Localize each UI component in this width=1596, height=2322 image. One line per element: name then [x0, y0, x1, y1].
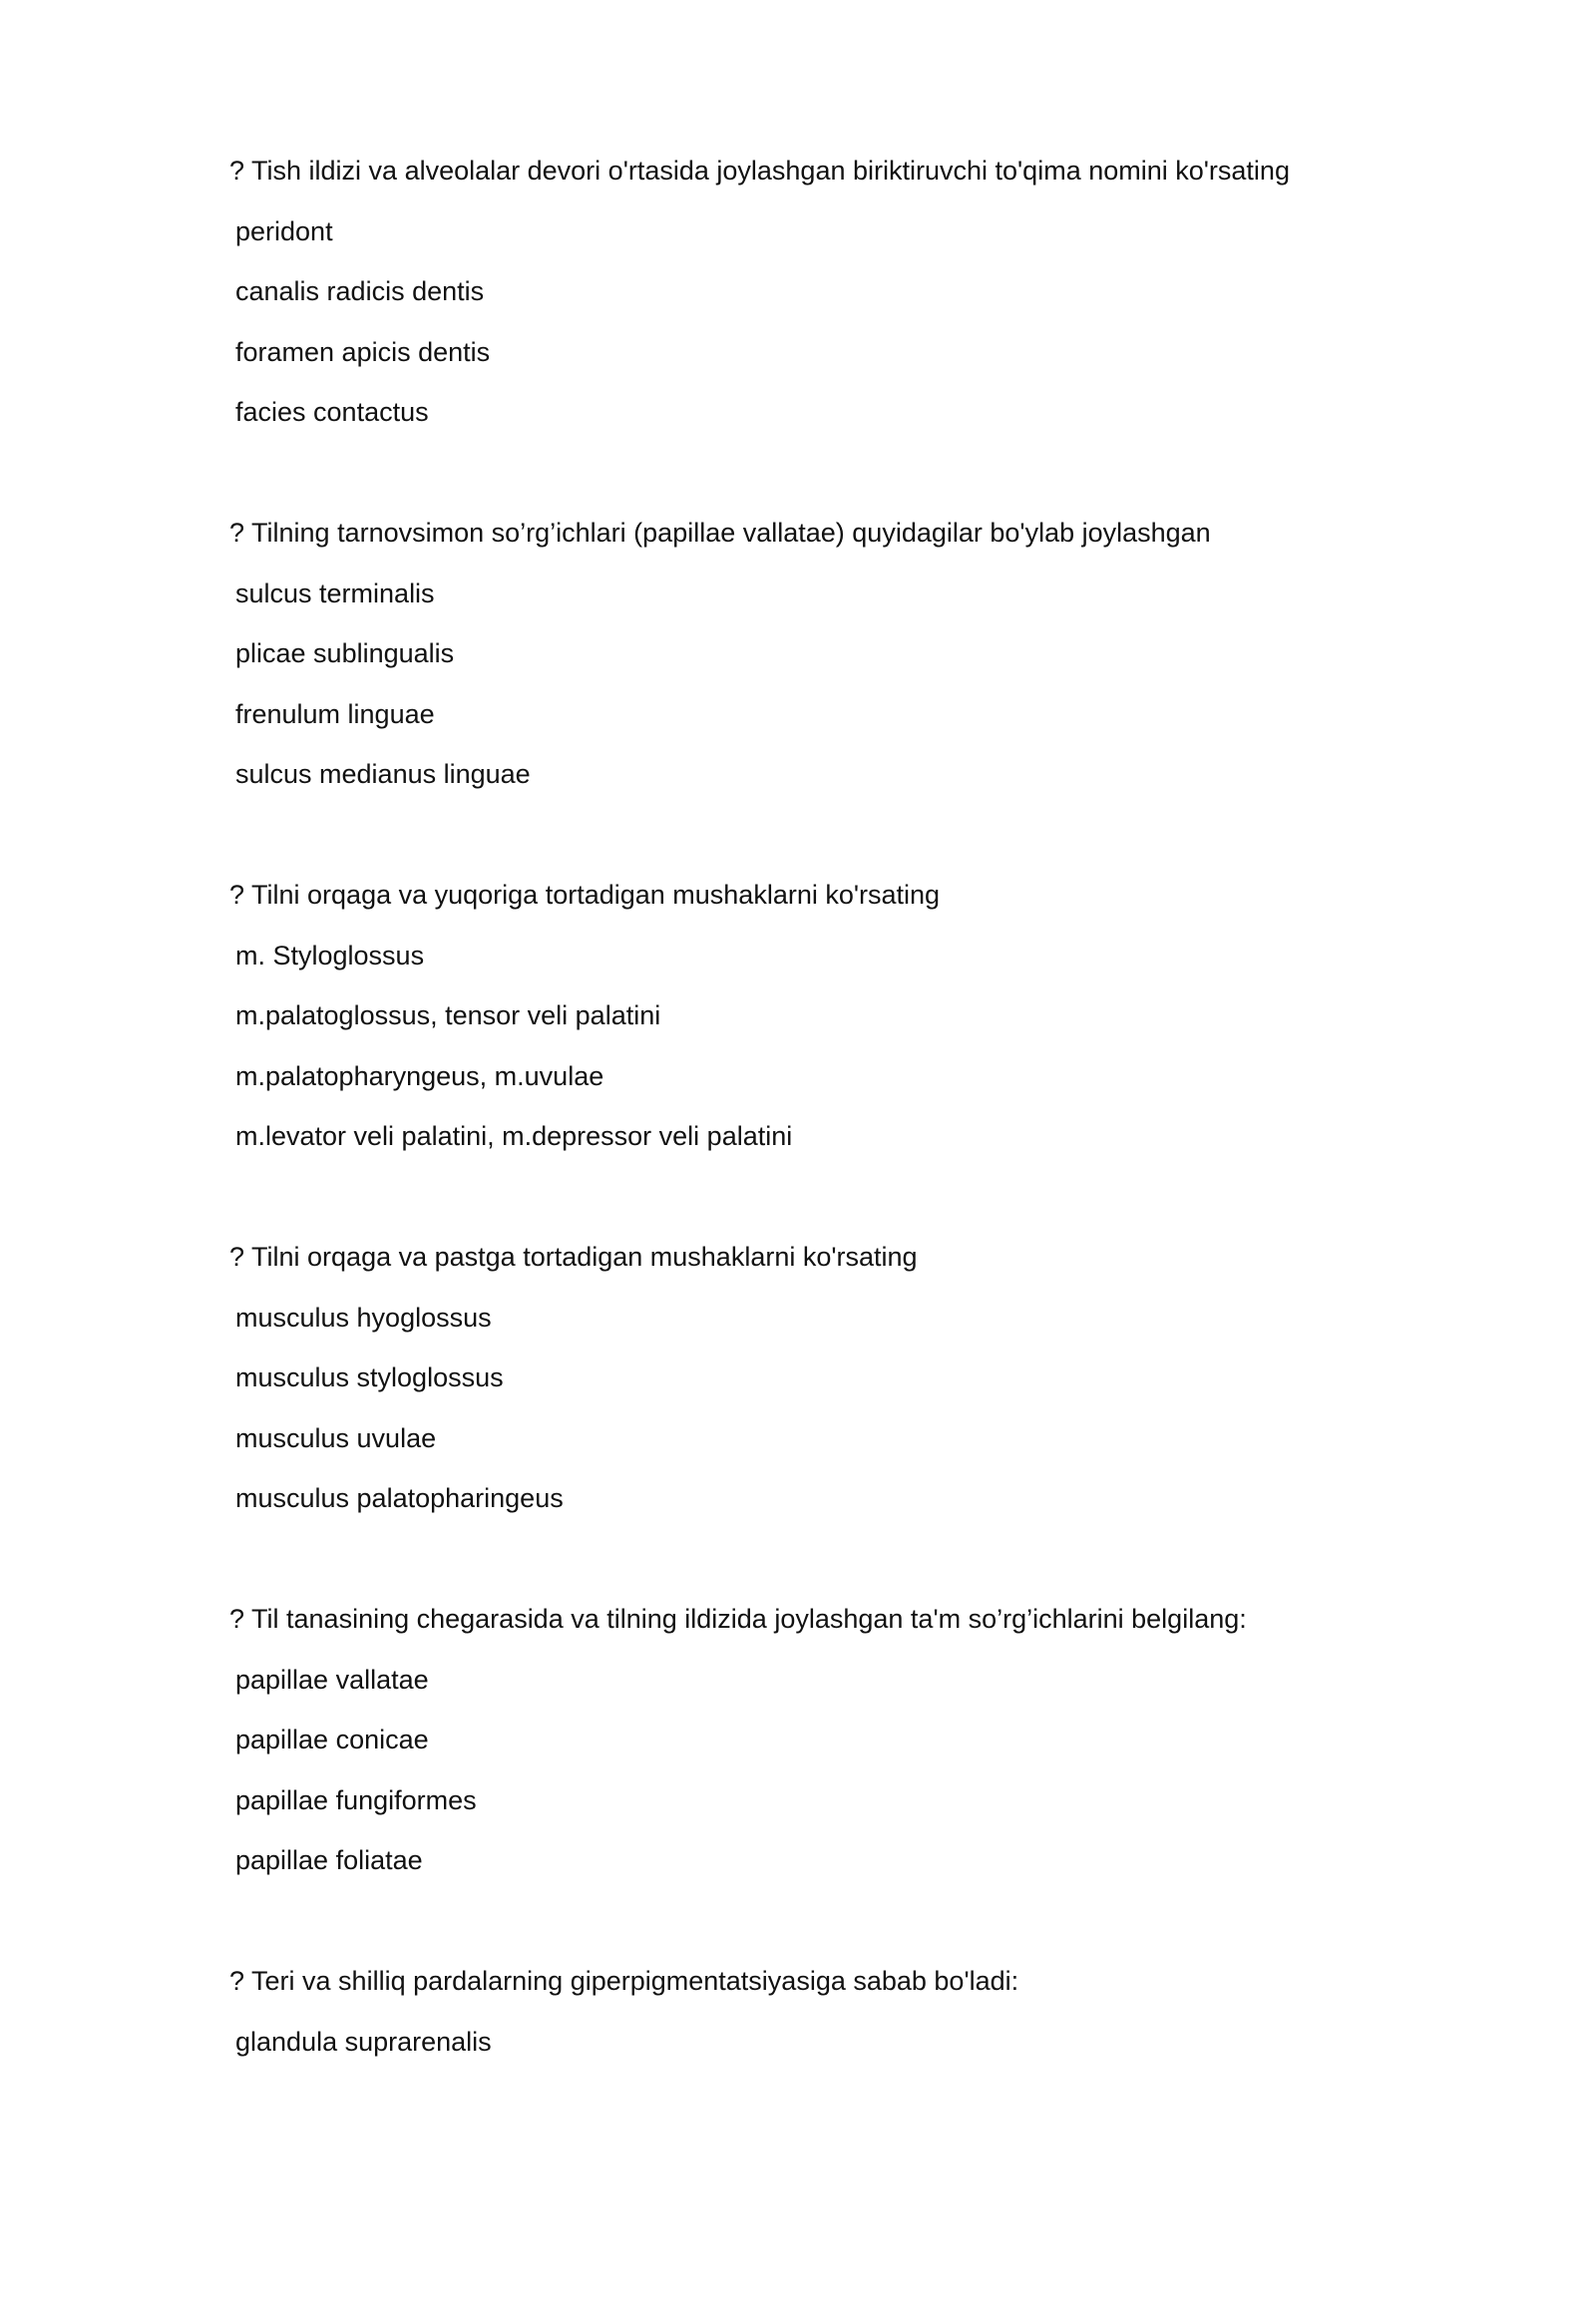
- question-block: [229, 512, 1426, 874]
- question-block: [229, 1598, 1426, 1960]
- answer-option: musculus hyoglossus: [235, 1302, 492, 1333]
- answer-option: sulcus medianus linguae: [235, 759, 531, 789]
- question-text: ? Tilni orqaga va yuqoriga tortadigan mushaklarni ko'rsating: [229, 880, 941, 910]
- answer-option: plicae sublingualis: [235, 638, 455, 668]
- answer-option: frenulum linguae: [235, 698, 435, 729]
- answer-option: papillae conicae: [235, 1725, 429, 1754]
- question-block: [229, 1236, 1426, 1598]
- question-block: [229, 874, 1426, 1236]
- answer-option: facies contactus: [235, 397, 429, 427]
- answer-option: papillae foliatae: [235, 1845, 423, 1875]
- question-block: [229, 150, 1426, 512]
- answer-option: canalis radicis dentis: [235, 276, 485, 306]
- answer-option: musculus styloglossus: [235, 1362, 504, 1392]
- question-text: ? Til tanasining chegarasida va tilning ildizida joylashgan ta'm so’rg’ichlarini belgilang:: [229, 1604, 1247, 1634]
- question-text: ? Tilning tarnovsimon so’rg’ichlari (papillae vallatae) quyidagilar bo'ylab joylashgan: [229, 518, 1211, 548]
- answer-option: papillae fungiformes: [235, 1784, 477, 1815]
- question-text: ? Teri va shilliq pardalarning giperpigmentatsiyasiga sabab bo'ladi:: [229, 1966, 1019, 1996]
- answer-option: m.palatoglossus, tensor veli palatini: [235, 1000, 661, 1030]
- question-text: ? Tilni orqaga va pastga tortadigan mushaklarni ko'rsating: [229, 1242, 918, 1272]
- answer-option: foramen apicis dentis: [235, 336, 491, 367]
- answer-option: musculus uvulae: [235, 1422, 437, 1453]
- question-block: [229, 1960, 1426, 2322]
- answer-option: m. Styloglossus: [235, 940, 425, 970]
- question-text: ? Tish ildizi va alveolalar devori o'rtasida joylashgan biriktiruvchi to'qima nomini ko'rsating: [229, 156, 1290, 186]
- answer-option: m.palatopharyngeus, m.uvulae: [235, 1060, 604, 1091]
- question-list: [229, 150, 1426, 2322]
- answer-option: papillae vallatae: [235, 1664, 429, 1695]
- answer-option: musculus palatopharingeus: [235, 1483, 564, 1513]
- answer-option: m.levator veli palatini, m.depressor veli palatini: [235, 1121, 793, 1151]
- answer-option: glandula suprarenalis: [235, 2026, 492, 2057]
- answer-option: sulcus terminalis: [235, 578, 435, 608]
- answer-option: peridont: [235, 215, 333, 246]
